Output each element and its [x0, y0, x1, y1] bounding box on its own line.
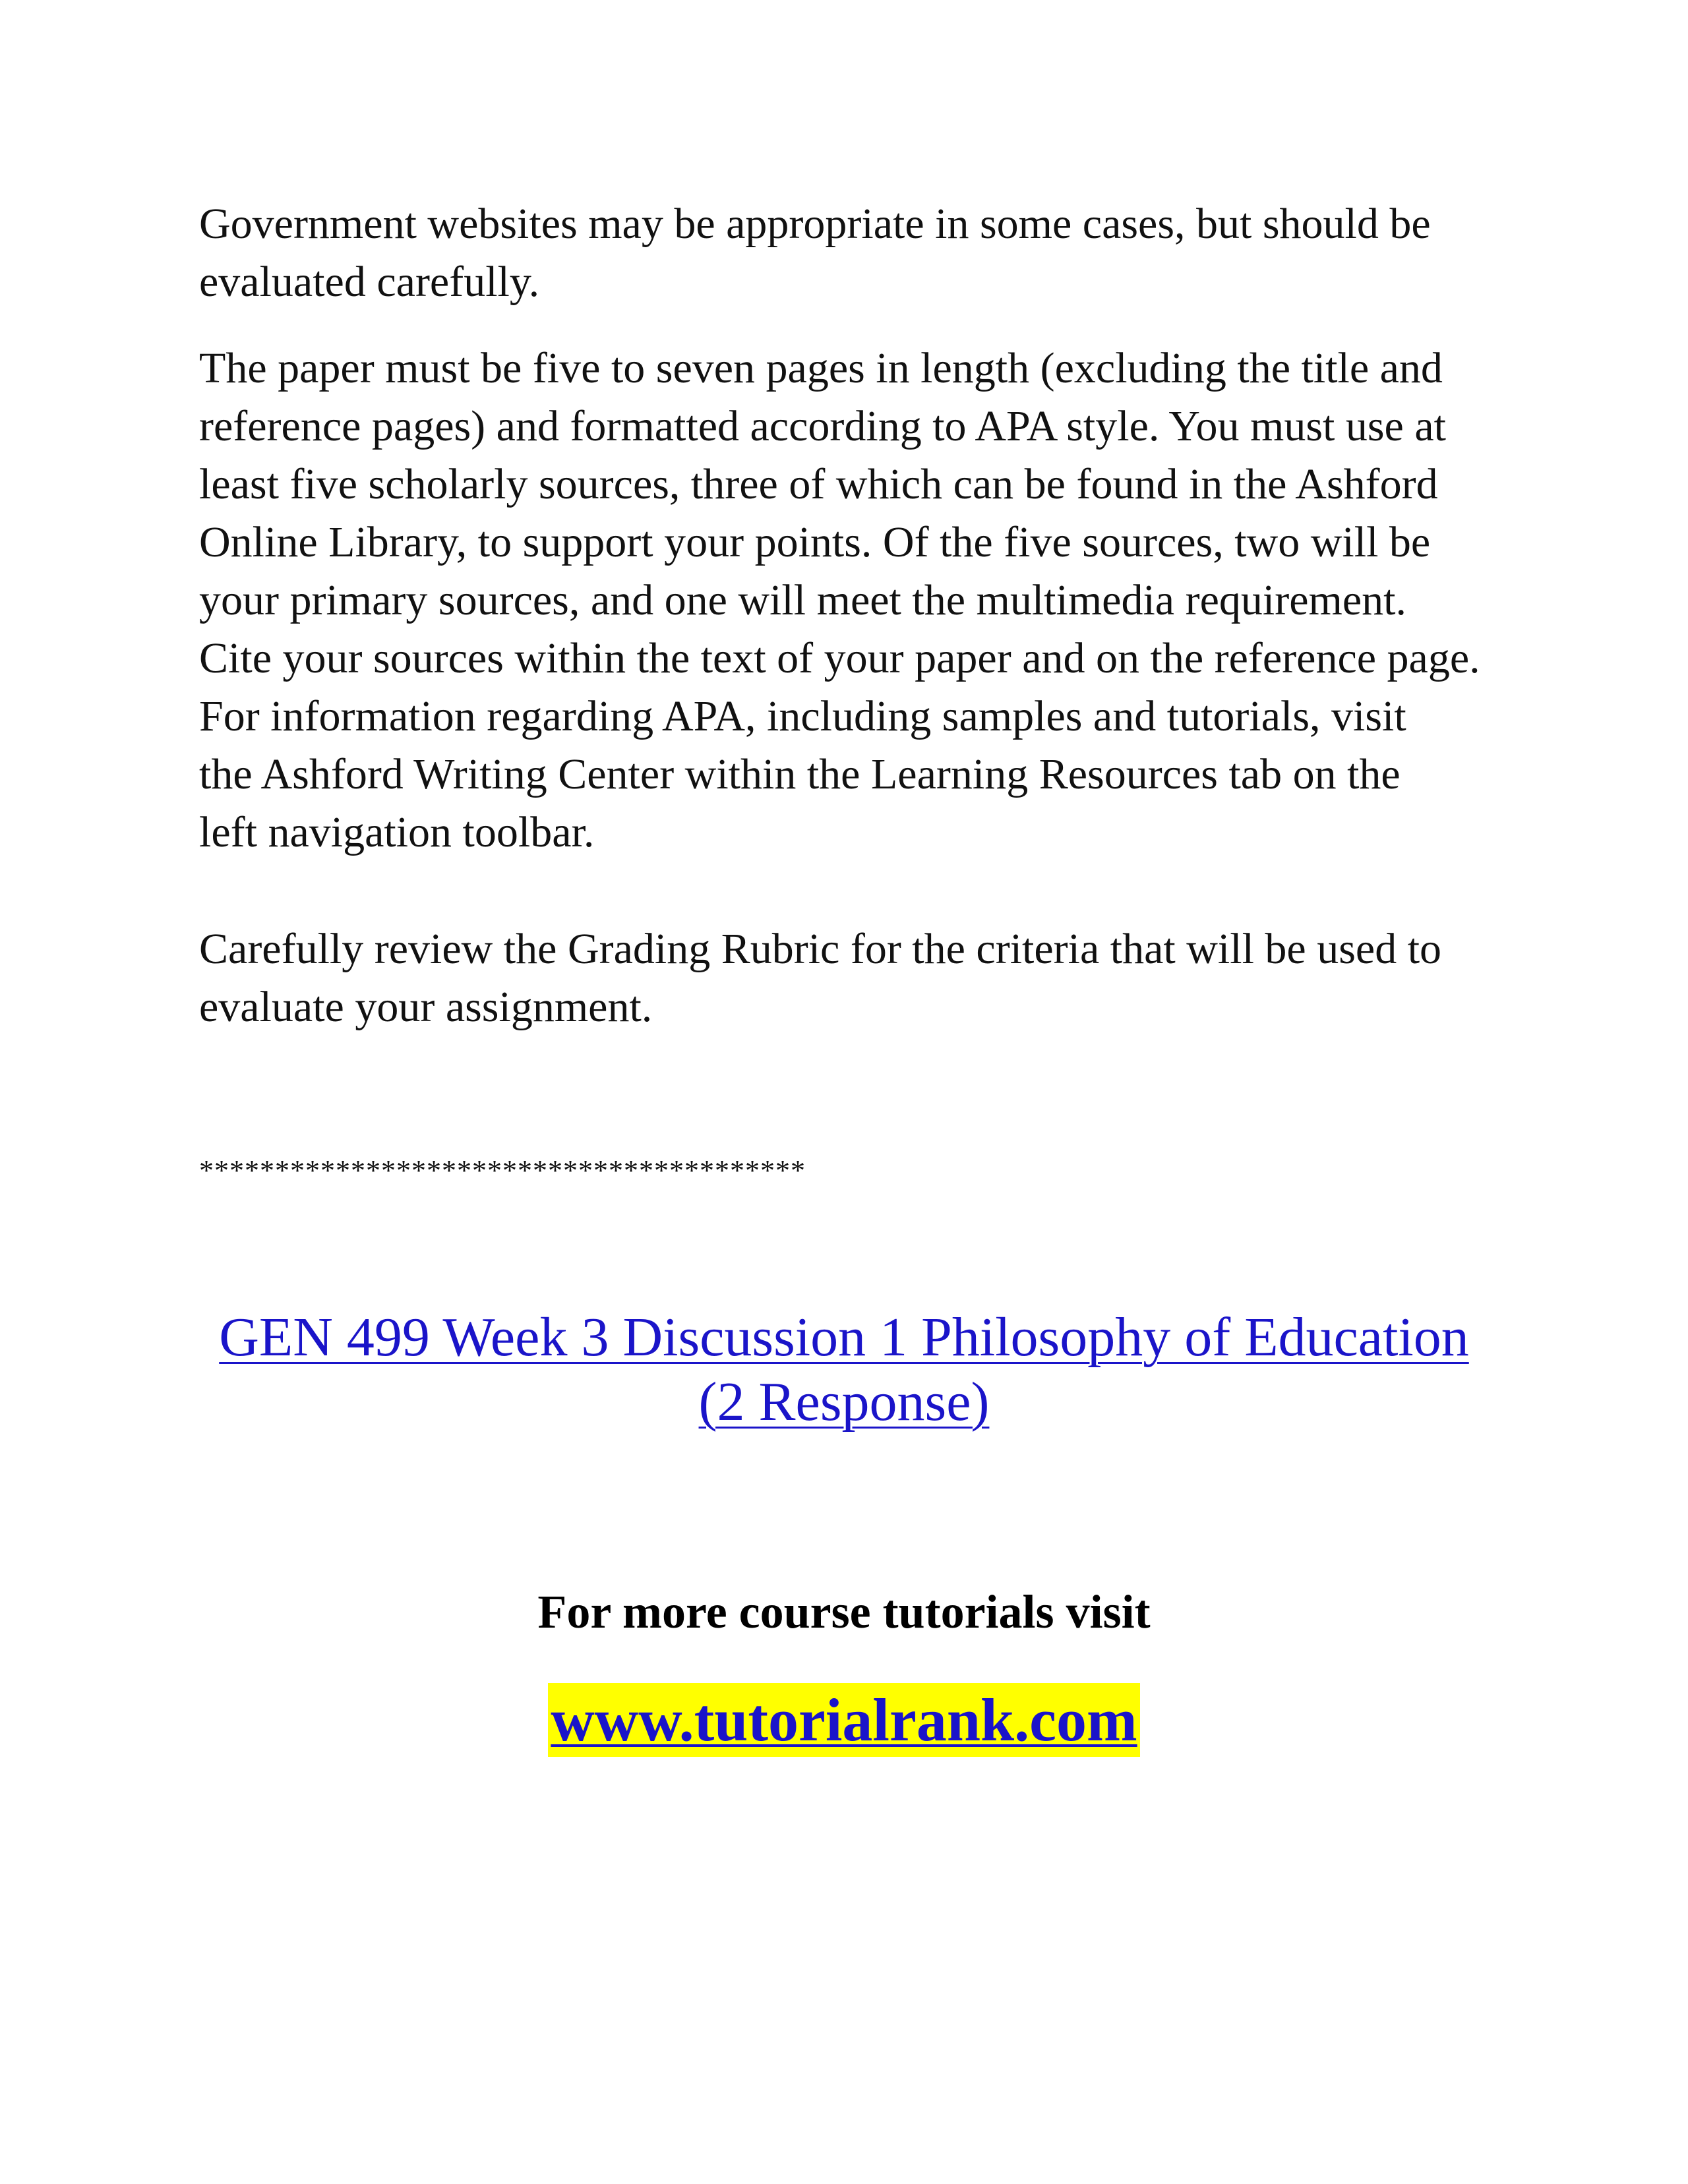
paragraph-grading-rubric: Carefully review the Grading Rubric for the criteria that will be used to evaluate your assignment.: [199, 925, 1442, 1031]
course-title-container: [0, 1305, 1688, 1434]
paragraph-paper-requirements: The paper must be five to seven pages in length (excluding the title and reference pages) and formatted according to APA style. You must use at least five scholarly sources, three of which can be found in the Ashford Online Library, to support your points. Of the five sources, two will be your primary sources, and one will meet the multimedia requirement. Cite your sources within the text of your paper and on the reference page. For information regarding APA, including samples and tutorials, visit the Ashford Writing Center within the Learning Resources tab on the left navigation toolbar.: [199, 344, 1480, 856]
more-tutorials-text: For more course tutorials visit: [537, 1585, 1151, 1638]
separator-stars: ****************************************: [199, 1154, 806, 1187]
course-title-link[interactable]: GEN 499 Week 3 Discussion 1 Philosophy of Education (2 Response): [219, 1307, 1469, 1432]
paragraph-government-websites: Government websites may be appropriate in some cases, but should be evaluated carefully.: [199, 200, 1431, 306]
website-link[interactable]: www.tutorialrank.com: [548, 1683, 1139, 1757]
website-link-container: [0, 1683, 1688, 1757]
